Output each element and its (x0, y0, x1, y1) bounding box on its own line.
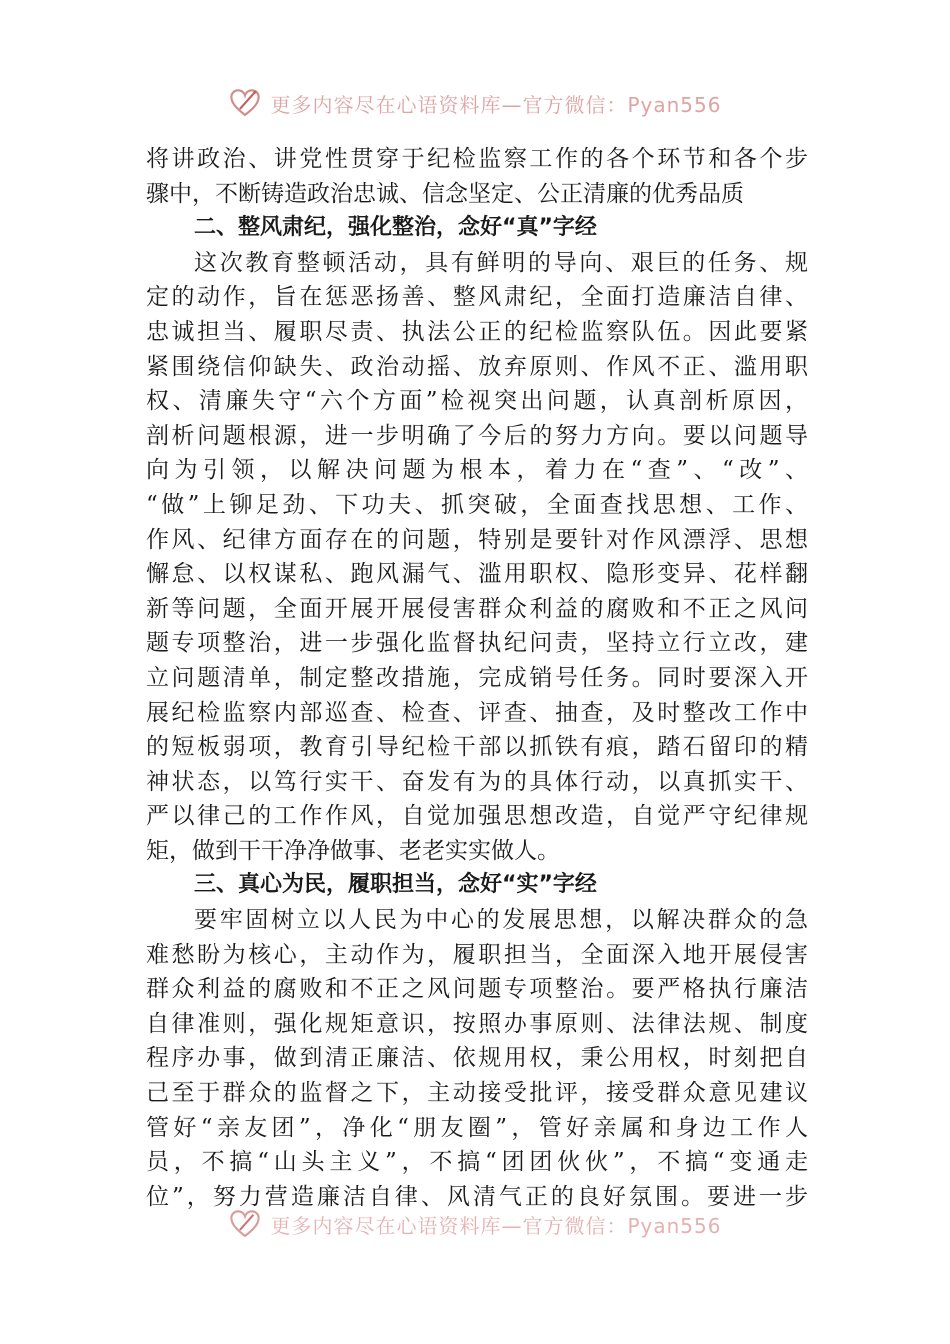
text-line: 权、清廉失守“六个方面”检视突出问题，认真剖析原因， (146, 388, 808, 415)
text-line: 向为引领，以解决问题为根本，着力在“查”、“改”、 (146, 457, 808, 484)
watermark-text: 更多内容尽在心语资料库—官方微信：Pyan556 (270, 92, 722, 117)
text-line: 骤中，不断铸造政治忠诚、信念坚定、公正清廉的优秀品质 (146, 180, 744, 207)
text-line: 题专项整治，进一步强化监督执纪问责，坚持立行立改，建 (146, 630, 808, 657)
text-line: 忠诚担当、履职尽责、执法公正的纪检监察队伍。因此要紧 (146, 318, 808, 345)
text-line: 这次教育整顿活动，具有鲜明的导向、艰巨的任务、规 (194, 249, 808, 276)
text-line: 矩，做到干干净净做事、老老实实做人。 (146, 837, 560, 864)
heart-pen-logo-icon (228, 1207, 262, 1241)
text-line: 立问题清单，制定整改措施，完成销号任务。同时要深入开 (146, 664, 808, 691)
section-heading-3: 三、真心为民，履职担当，念好“实”字经 (194, 872, 597, 898)
watermark-text: 更多内容尽在心语资料库—官方微信：Pyan556 (270, 1213, 722, 1238)
text-line: 位”，努力营造廉洁自律、风清气正的良好氛围。要进一步 (146, 1183, 808, 1210)
text-line: 神状态，以笃行实干、奋发有为的具体行动，以真抓实干、 (146, 768, 808, 795)
section-heading-2: 二、整风肃纪，强化整治，念好“真”字经 (194, 215, 597, 241)
text-line: 员，不搞“山头主义”，不搞“团团伙伙”，不搞“变通走 (146, 1149, 808, 1176)
text-line: 紧围绕信仰缺失、政治动摇、放弃原则、作风不正、滥用职 (146, 353, 808, 380)
text-line: 的短板弱项，教育引导纪检干部以抓铁有痕，踏石留印的精 (146, 734, 808, 761)
text-line: 新等问题，全面开展开展侵害群众利益的腐败和不正之风问 (146, 595, 808, 622)
watermark-header (0, 86, 950, 120)
text-line: 将讲政治、讲党性贯穿于纪检监察工作的各个环节和各个步 (146, 146, 808, 172)
text-line: 要牢固树立以人民为中心的发展思想，以解决群众的急 (194, 907, 808, 934)
text-line: 自律准则，强化规矩意识，按照办事原则、法律法规、制度 (146, 1010, 808, 1037)
text-line: 展纪检监察内部巡查、检查、评查、抽查，及时整改工作中 (146, 699, 808, 726)
text-line: 定的动作，旨在惩恶扬善、整风肃纪，全面打造廉洁自律、 (146, 284, 808, 311)
text-line: “做”上铆足劲、下功夫、抓突破，全面查找思想、工作、 (146, 491, 808, 518)
text-line: 己至于群众的监督之下，主动接受批评，接受群众意见建议 (146, 1080, 808, 1107)
text-line: 懈怠、以权谋私、跑风漏气、滥用职权、隐形变异、花样翻 (146, 561, 808, 588)
text-line: 程序办事，做到清正廉洁、依规用权，秉公用权，时刻把自 (146, 1045, 808, 1072)
text-line: 管好“亲友团”，净化“朋友圈”，管好亲属和身边工作人 (146, 1114, 808, 1141)
text-line: 作风、纪律方面存在的问题，特别是要针对作风漂浮、思想 (146, 526, 808, 553)
text-line: 难愁盼为核心，主动作为，履职担当，全面深入地开展侵害 (146, 941, 808, 968)
text-line: 剖析问题根源，进一步明确了今后的努力方向。要以问题导 (146, 422, 808, 449)
text-line: 严以律己的工作作风，自觉加强思想改造，自觉严守纪律规 (146, 803, 808, 830)
document-body (146, 142, 808, 1214)
text-line: 群众利益的腐败和不正之风问题专项整治。要严格执行廉洁 (146, 976, 808, 1003)
heart-pen-logo-icon (228, 86, 262, 120)
watermark-footer (0, 1207, 950, 1241)
